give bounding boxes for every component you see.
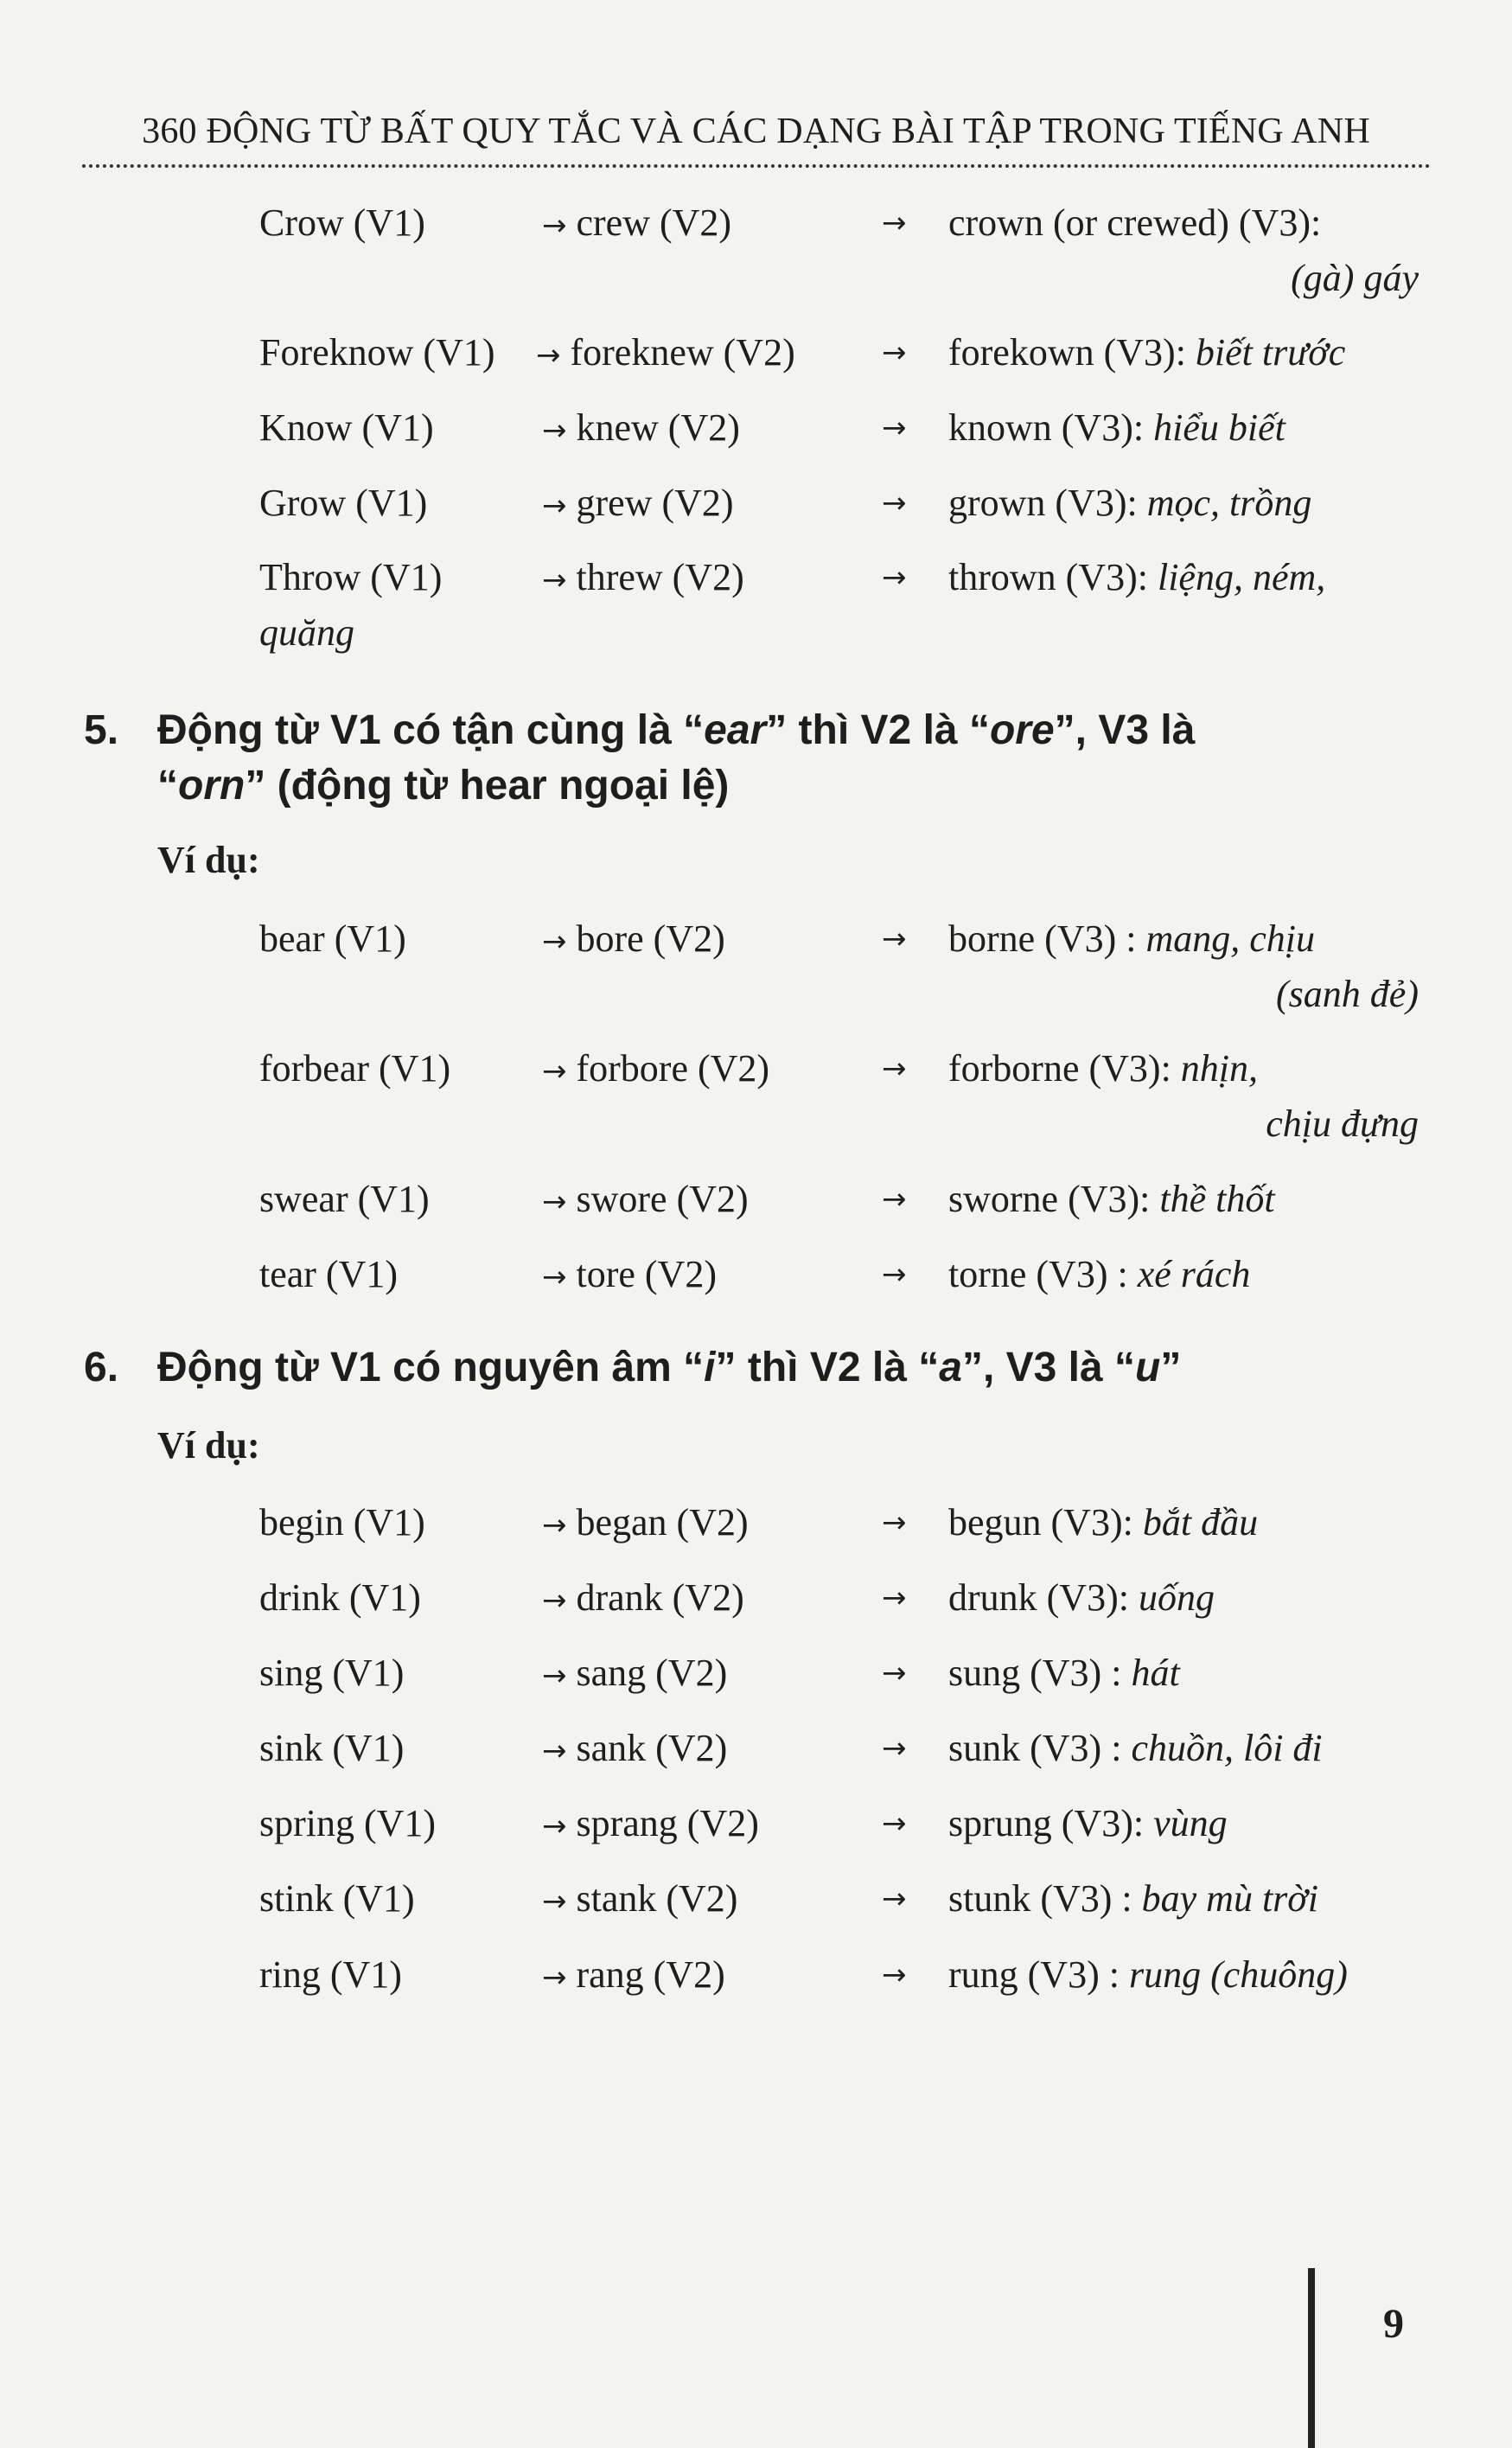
verb-row: [0, 1497, 1512, 1549]
verb-v1: bear (V1): [259, 917, 406, 960]
verb-v2: threw (V2): [576, 556, 744, 598]
verb-row: [0, 1798, 1512, 1850]
verb-v2: crew (V2): [576, 201, 732, 244]
arrow-icon: →: [542, 1508, 567, 1543]
heading-text: ”, V3 là “: [961, 1345, 1136, 1390]
verb-v1: Throw (V1): [259, 556, 443, 598]
margin-bar: [1308, 2268, 1315, 2448]
verb-meaning: hiểu biết: [1153, 406, 1286, 449]
verb-v1: Foreknow (V1): [259, 331, 495, 374]
verb-v3: [948, 1647, 1180, 1699]
verb-v2-prefixed: [542, 1173, 749, 1228]
verb-v3-text: begun (V3):: [948, 1501, 1133, 1544]
arrow-icon: →: [882, 1051, 907, 1086]
verb-v2-prefixed: [542, 402, 740, 457]
verb-v2: swore (V2): [576, 1178, 749, 1220]
verb-row: [0, 1873, 1512, 1925]
arrow-icon: →: [882, 1958, 907, 1992]
arrow-icon: →: [542, 1734, 567, 1768]
verb-v3-text: sprung (V3):: [948, 1802, 1145, 1844]
verb-v1: Crow (V1): [259, 201, 425, 244]
verb-v1: ring (V1): [259, 1953, 402, 1996]
verb-v2-prefixed: [542, 1647, 727, 1702]
verb-v2: sprang (V2): [576, 1802, 759, 1844]
verb-v1: stink (V1): [259, 1877, 415, 1920]
verb-meaning: thề thốt: [1159, 1178, 1275, 1220]
verb-v3-text: crown (or crewed) (V3):: [948, 201, 1322, 244]
arrow-icon: →: [882, 560, 907, 595]
verb-v2: bore (V2): [576, 917, 725, 960]
verb-v3-text: thrown (V3):: [948, 556, 1148, 598]
verb-v3: [948, 1249, 1250, 1301]
verb-v2: grew (V2): [576, 482, 734, 524]
arrow-icon: →: [536, 338, 561, 373]
section-number: 5.: [84, 707, 119, 753]
verb-v2: rang (V2): [576, 1953, 725, 1996]
arrow-icon: →: [882, 1882, 907, 1916]
verb-v1: Know (V1): [259, 406, 434, 449]
verb-meaning: biết trước: [1195, 331, 1346, 374]
verb-v2: tore (V2): [576, 1253, 717, 1295]
verb-meaning: nhịn,: [1180, 1047, 1259, 1090]
verb-v1: Grow (V1): [259, 482, 428, 524]
arrow-icon: →: [542, 1583, 567, 1618]
verb-meaning: bay mù trời: [1141, 1877, 1319, 1920]
arrow-icon: →: [882, 486, 907, 521]
verb-meaning: xé rách: [1137, 1253, 1251, 1295]
verb-v3: [948, 327, 1345, 379]
heading-text: ”: [1160, 1345, 1182, 1390]
verb-v3: [948, 1873, 1318, 1925]
verb-meaning: bắt đầu: [1142, 1501, 1259, 1544]
verb-v3: [948, 477, 1311, 529]
heading-emphasis: a: [939, 1345, 962, 1390]
verb-v2: stank (V2): [576, 1877, 738, 1920]
heading-text: Động từ V1 có tận cùng là “: [157, 707, 705, 753]
verb-v1: begin (V1): [259, 1501, 425, 1544]
verb-v3: [948, 1043, 1258, 1095]
arrow-icon: →: [542, 1185, 567, 1219]
verb-row: [0, 1949, 1512, 2001]
arrow-icon: →: [882, 1581, 907, 1615]
verb-meaning: liệng, ném,: [1157, 556, 1326, 598]
arrow-icon: →: [882, 1656, 907, 1691]
verb-v2-prefixed: [542, 477, 734, 532]
verb-v2-prefixed: [542, 1723, 727, 1777]
meaning-continuation: quăng: [259, 611, 354, 654]
verb-v2: began (V2): [576, 1501, 749, 1544]
verb-v2: foreknew (V2): [570, 331, 795, 374]
verb-row: [0, 402, 1512, 454]
verb-row: [0, 327, 1512, 379]
verb-v2: forbore (V2): [576, 1047, 770, 1090]
arrow-icon: →: [542, 208, 567, 243]
arrow-icon: →: [882, 922, 907, 956]
verb-row: [0, 1647, 1512, 1699]
arrow-icon: →: [542, 1054, 567, 1089]
verb-row: [0, 1043, 1512, 1095]
heading-text: ”, V3 là: [1054, 707, 1196, 753]
section-number: 6.: [84, 1345, 119, 1390]
arrow-icon: →: [542, 924, 567, 959]
verb-v3: [948, 1572, 1215, 1624]
verb-v3-text: grown (V3):: [948, 482, 1138, 524]
meaning-continuation: (gà) gáy: [1291, 257, 1419, 299]
verb-v2: sank (V2): [576, 1727, 728, 1769]
verb-v1: spring (V1): [259, 1802, 437, 1844]
verb-meaning: hát: [1131, 1652, 1180, 1694]
meaning-continuation: (sanh đẻ): [1276, 973, 1419, 1015]
verb-v3: [948, 1949, 1348, 2001]
verb-v3: [948, 1173, 1275, 1225]
verb-row: [0, 552, 1512, 604]
verb-v1: tear (V1): [259, 1253, 399, 1295]
verb-v3-text: drunk (V3):: [948, 1576, 1129, 1619]
heading-text: ” thì V2 là “: [766, 707, 990, 753]
arrow-icon: →: [542, 1260, 567, 1294]
heading-emphasis: ear: [704, 707, 767, 753]
heading-emphasis: u: [1135, 1345, 1161, 1390]
verb-v2-prefixed: [542, 913, 725, 968]
page-number: 9: [1383, 2301, 1404, 2347]
verb-v1: forbear (V1): [259, 1047, 451, 1090]
arrow-icon: →: [542, 1659, 567, 1693]
verb-v2: knew (V2): [576, 406, 740, 449]
verb-v3: [948, 1723, 1323, 1774]
verb-meaning: vùng: [1153, 1802, 1228, 1844]
verb-v2-prefixed: [542, 1249, 717, 1303]
verb-v3-text: stunk (V3) :: [948, 1877, 1132, 1920]
verb-v3-text: rung (V3) :: [948, 1953, 1120, 1996]
arrow-icon: →: [882, 1505, 907, 1540]
arrow-icon: →: [542, 563, 567, 598]
verb-meaning: uống: [1138, 1576, 1215, 1619]
verb-v2-prefixed: [542, 1873, 737, 1927]
verb-row: [0, 913, 1512, 965]
verb-row: [0, 1572, 1512, 1624]
arrow-icon: →: [542, 413, 567, 448]
arrow-icon: →: [882, 1182, 907, 1217]
verb-v3-text: torne (V3) :: [948, 1253, 1128, 1295]
arrow-icon: →: [542, 1809, 567, 1844]
verb-v2-prefixed: [536, 327, 795, 381]
heading-text: Động từ V1 có nguyên âm “: [157, 1345, 705, 1390]
verb-v2-prefixed: [542, 1798, 759, 1852]
verb-v3-text: sunk (V3) :: [948, 1727, 1122, 1769]
arrow-icon: →: [882, 336, 907, 370]
verb-v2-prefixed: [542, 1497, 749, 1551]
verb-v3-text: borne (V3) :: [948, 917, 1137, 960]
heading-text: “: [157, 763, 178, 809]
verb-v3-text: sworne (V3):: [948, 1178, 1151, 1220]
verb-v2-prefixed: [542, 552, 744, 606]
verb-meaning: rung (chuông): [1128, 1953, 1348, 1996]
heading-emphasis: i: [704, 1345, 716, 1390]
verb-v2: drank (V2): [576, 1576, 744, 1619]
verb-v3-text: sung (V3) :: [948, 1652, 1122, 1694]
heading-emphasis: orn: [178, 763, 246, 809]
verb-row: [0, 1723, 1512, 1774]
verb-v3: [948, 913, 1315, 965]
verb-v1: swear (V1): [259, 1178, 430, 1220]
arrow-icon: →: [542, 1884, 567, 1919]
example-label: Ví dụ:: [157, 839, 260, 881]
verb-v3: [948, 402, 1286, 454]
verb-v2-prefixed: [542, 1949, 725, 2004]
verb-meaning: chuồn, lôi đi: [1131, 1727, 1323, 1769]
verb-v3-text: forborne (V3):: [948, 1047, 1171, 1090]
verb-v2-prefixed: [542, 1043, 769, 1097]
section-heading-6: [84, 1340, 1426, 1396]
verb-v3: [948, 1798, 1228, 1850]
running-header: 360 ĐỘNG TỪ BẤT QUY TẮC VÀ CÁC DẠNG BÀI TẬP TRONG TIẾNG ANH: [142, 112, 1370, 151]
section-heading-5: [84, 703, 1426, 814]
verb-row: [0, 1173, 1512, 1225]
arrow-icon: →: [882, 1806, 907, 1841]
heading-text: ” (động từ hear ngoại lệ): [245, 763, 730, 809]
verb-v3: [948, 197, 1321, 249]
heading-second-line: [84, 758, 1426, 814]
verb-meaning: mọc, trồng: [1146, 482, 1312, 524]
arrow-icon: →: [542, 1960, 567, 1995]
arrow-icon: →: [882, 411, 907, 445]
verb-v1: sing (V1): [259, 1652, 405, 1694]
arrow-icon: →: [882, 1257, 907, 1292]
verb-row: [0, 477, 1512, 529]
meaning-continuation: chịu đựng: [1266, 1103, 1419, 1145]
verb-v2: sang (V2): [576, 1652, 728, 1694]
heading-text: ” thì V2 là “: [715, 1345, 940, 1390]
heading-emphasis: ore: [989, 707, 1055, 753]
verb-v1: drink (V1): [259, 1576, 421, 1619]
verb-v3: [948, 1497, 1258, 1549]
verb-v3-text: forekown (V3):: [948, 331, 1186, 374]
verb-v3: [948, 552, 1325, 604]
example-label: Ví dụ:: [157, 1424, 260, 1467]
verb-row: [0, 197, 1512, 249]
verb-v2-prefixed: [542, 1572, 744, 1627]
verb-v3-text: known (V3):: [948, 406, 1145, 449]
header-dotted-rule: [82, 164, 1431, 168]
verb-v1: sink (V1): [259, 1727, 405, 1769]
arrow-icon: →: [542, 489, 567, 523]
verb-meaning: mang, chịu: [1145, 917, 1316, 960]
arrow-icon: →: [882, 1731, 907, 1766]
arrow-icon: →: [882, 206, 907, 240]
verb-v2-prefixed: [542, 197, 731, 252]
verb-row: [0, 1249, 1512, 1301]
